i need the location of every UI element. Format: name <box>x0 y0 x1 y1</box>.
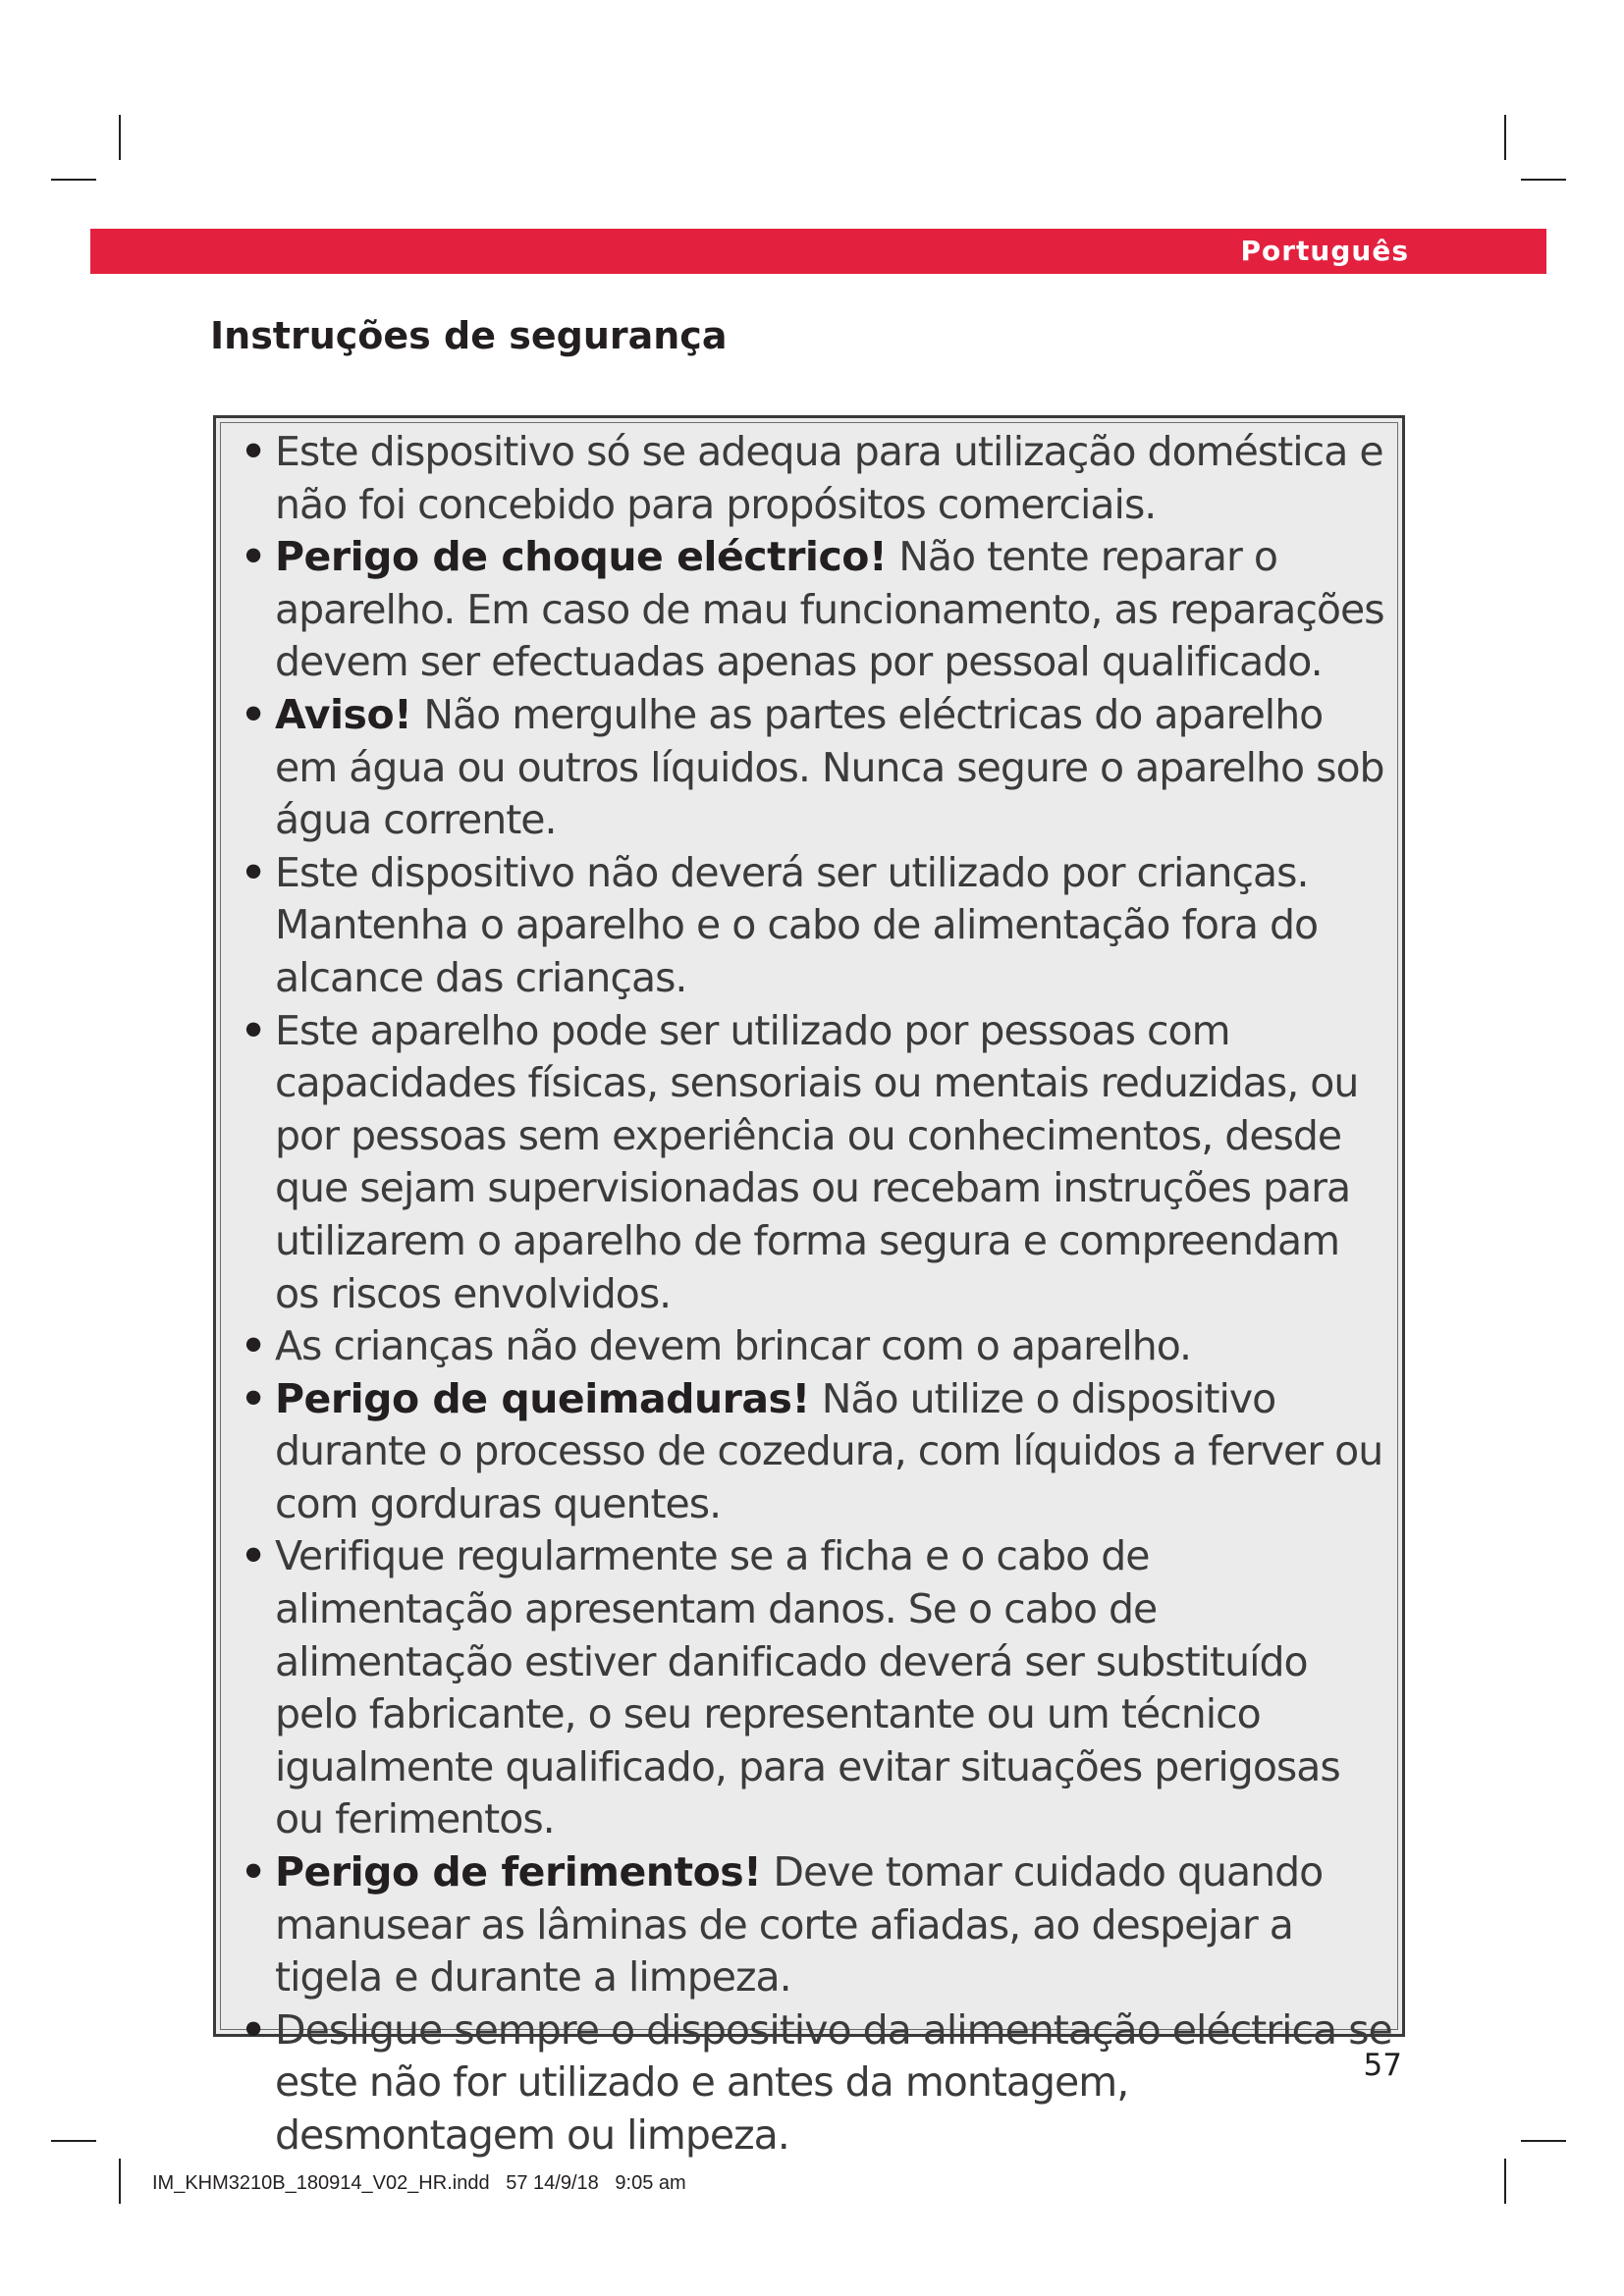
bullet-icon: • <box>241 428 266 475</box>
crop-mark-top-left-vertical <box>119 115 121 160</box>
safety-item <box>224 1373 1394 1531</box>
safety-item-warning-lead: Aviso! <box>275 690 412 738</box>
bullet-icon: • <box>241 1006 266 1054</box>
section-title: Instruções de segurança <box>210 314 728 357</box>
safety-item <box>224 847 1394 1005</box>
safety-item <box>224 2004 1394 2163</box>
bullet-icon: • <box>241 2005 266 2054</box>
safety-item <box>224 1005 1394 1321</box>
safety-item <box>224 1530 1394 1846</box>
safety-item-text: Este dispositivo só se adequa para utilização doméstica e não foi concebido para propósitos comerciais. <box>275 428 1383 528</box>
safety-item <box>224 1846 1394 2004</box>
bullet-icon: • <box>241 1374 266 1422</box>
language-header-bar <box>90 229 1546 274</box>
safety-item <box>224 1320 1394 1373</box>
safety-item-text: Não tente reparar o aparelho. Em caso de mau funcionamento, as reparações devem ser efectuadas apenas por pessoal qualificado. <box>275 533 1384 686</box>
bullet-icon: • <box>241 1322 266 1370</box>
print-slug: IM_KHM3210B_180914_V02_HR.indd 57 14/9/18 9:05 am <box>152 2172 686 2194</box>
crop-mark-bottom-right-vertical <box>1504 2159 1506 2204</box>
crop-mark-top-right-vertical <box>1504 115 1506 160</box>
bullet-icon: • <box>241 1532 266 1580</box>
bullet-icon: • <box>241 1848 266 1896</box>
bullet-icon: • <box>241 848 266 896</box>
safety-item-text: Deve tomar cuidado quando manusear as lâminas de corte afiadas, ao despejar a tigela e durante a limpeza. <box>275 1848 1324 2002</box>
crop-mark-top-left-horizontal <box>51 179 96 181</box>
safety-item-text: Não utilize o dispositivo durante o processo de cozedura, com líquidos a ferver ou com gorduras quentes. <box>275 1374 1383 1527</box>
language-label: Português <box>1240 235 1409 267</box>
crop-mark-bottom-left-horizontal <box>51 2140 96 2142</box>
safety-item-text: Desligue sempre o dispositivo da alimentação eléctrica se este não for utilizado e antes da montagem, desmontagem ou limpeza. <box>275 2005 1392 2159</box>
crop-mark-top-right-horizontal <box>1521 179 1566 181</box>
crop-mark-bottom-left-vertical <box>119 2159 121 2204</box>
safety-item-text: Este dispositivo não deverá ser utilizado por crianças. Mantenha o aparelho e o cabo de alimentação fora do alcance das crianças. <box>275 848 1319 1001</box>
safety-item <box>224 426 1394 531</box>
safety-item <box>224 689 1394 847</box>
safety-item-warning-lead: Perigo de ferimentos! <box>275 1848 762 1896</box>
crop-mark-bottom-right-horizontal <box>1521 2140 1566 2142</box>
page-number: 57 <box>1363 2048 1402 2083</box>
safety-item-warning-lead: Perigo de queimaduras! <box>275 1374 810 1422</box>
bullet-icon: • <box>241 690 266 738</box>
safety-item-text: Não mergulhe as partes eléctricas do aparelho em água ou outros líquidos. Nunca segure o aparelho sob água corrente. <box>275 690 1384 844</box>
safety-item-warning-lead: Perigo de choque eléctrico! <box>275 533 888 581</box>
safety-item-text: Este aparelho pode ser utilizado por pessoas com capacidades físicas, sensoriais ou mentais reduzidas, ou por pessoas sem experiência ou conhecimentos, desde que sejam supervisionadas ou recebam instruções para utilizarem o aparelho de forma segura e compreendam os riscos envolvidos. <box>275 1006 1359 1317</box>
safety-item <box>224 531 1394 689</box>
safety-instructions-list <box>224 426 1394 2163</box>
bullet-icon: • <box>241 533 266 581</box>
safety-item-text: As crianças não devem brincar com o aparelho. <box>275 1322 1192 1370</box>
safety-item-text: Verifique regularmente se a ficha e o cabo de alimentação apresentam danos. Se o cabo de alimentação estiver danificado deverá ser substituído pelo fabricante, o seu representante ou um técnico igualmente qualificado, para evitar situações perigosas ou ferimentos. <box>275 1532 1340 1843</box>
